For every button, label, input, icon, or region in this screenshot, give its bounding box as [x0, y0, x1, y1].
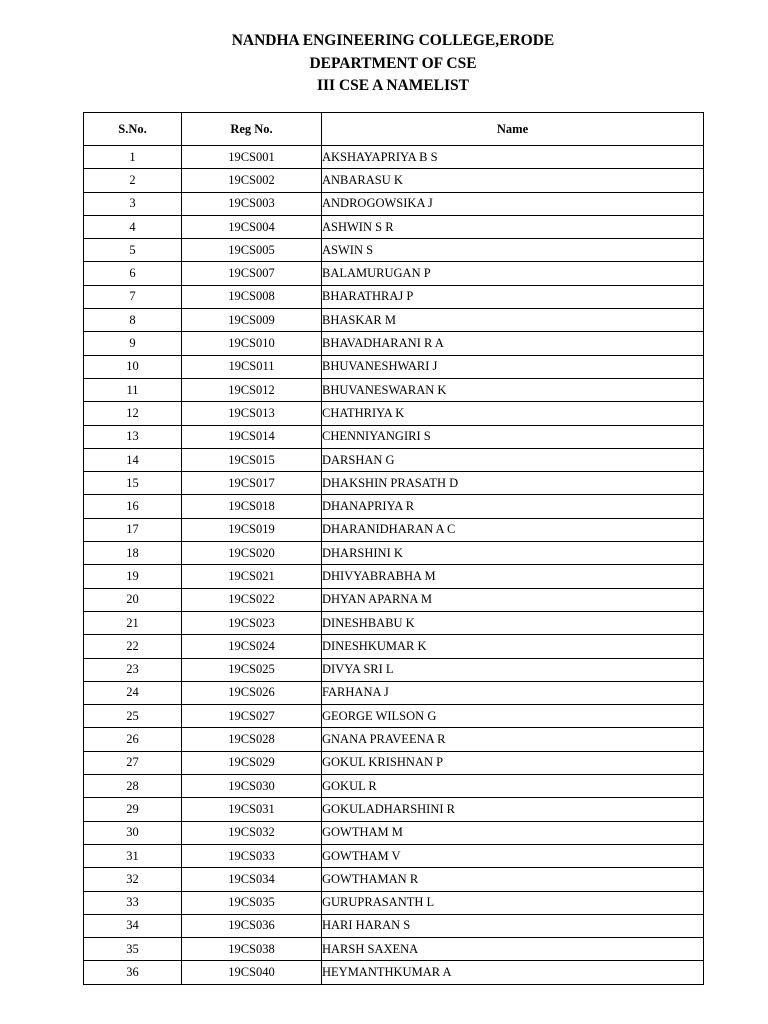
table-row — [84, 868, 704, 891]
department-name: DEPARTMENT OF CSE — [309, 54, 477, 72]
row-reg-no: 19CS011 — [182, 355, 322, 378]
table-row — [84, 588, 704, 611]
table-row — [84, 798, 704, 821]
row-sno: 35 — [84, 938, 182, 961]
row-reg-no: 19CS018 — [182, 495, 322, 518]
row-name: HARI HARAN S — [322, 914, 704, 937]
row-reg-no: 19CS002 — [182, 169, 322, 192]
table-row — [84, 751, 704, 774]
table-row — [84, 215, 704, 238]
table-row — [84, 448, 704, 471]
row-name: BHUVANESWARAN K — [322, 378, 704, 401]
namelist-title: III CSE A NAMELIST — [316, 77, 470, 94]
row-name: GNANA PRAVEENA R — [322, 728, 704, 751]
table-row — [84, 425, 704, 448]
row-sno: 14 — [84, 448, 182, 471]
row-reg-no: 19CS036 — [182, 914, 322, 937]
table-row — [84, 961, 704, 984]
row-sno: 15 — [84, 472, 182, 495]
table-row — [84, 146, 704, 169]
row-reg-no: 19CS021 — [182, 565, 322, 588]
row-name: CHATHRIYA K — [322, 402, 704, 425]
table-row — [84, 635, 704, 658]
row-sno: 16 — [84, 495, 182, 518]
row-name: DHANAPRIYA R — [322, 495, 704, 518]
row-reg-no: 19CS030 — [182, 775, 322, 798]
row-reg-no: 19CS001 — [182, 146, 322, 169]
row-sno: 27 — [84, 751, 182, 774]
row-reg-no: 19CS026 — [182, 681, 322, 704]
row-name: BALAMURUGAN P — [322, 262, 704, 285]
table-row — [84, 844, 704, 867]
row-reg-no: 19CS038 — [182, 938, 322, 961]
table-row — [84, 728, 704, 751]
row-reg-no: 19CS031 — [182, 798, 322, 821]
row-name: GOKUL KRISHNAN P — [322, 751, 704, 774]
row-name: GOWTHAM M — [322, 821, 704, 844]
row-reg-no: 19CS010 — [182, 332, 322, 355]
row-name: ASWIN S — [322, 239, 704, 262]
row-reg-no: 19CS015 — [182, 448, 322, 471]
row-name: DINESHBABU K — [322, 611, 704, 634]
row-name: GOKULADHARSHINI R — [322, 798, 704, 821]
row-reg-no: 19CS019 — [182, 518, 322, 541]
row-sno: 5 — [84, 239, 182, 262]
table-row — [84, 775, 704, 798]
row-sno: 18 — [84, 542, 182, 565]
row-sno: 11 — [84, 378, 182, 401]
table-row — [84, 169, 704, 192]
row-reg-no: 19CS004 — [182, 215, 322, 238]
table-row — [84, 565, 704, 588]
table-row — [84, 472, 704, 495]
row-name: DINESHKUMAR K — [322, 635, 704, 658]
table-row — [84, 262, 704, 285]
row-sno: 17 — [84, 518, 182, 541]
row-reg-no: 19CS009 — [182, 309, 322, 332]
row-name: DHIVYABRABHA M — [322, 565, 704, 588]
row-name: HARSH SAXENA — [322, 938, 704, 961]
row-reg-no: 19CS034 — [182, 868, 322, 891]
row-sno: 30 — [84, 821, 182, 844]
document-header — [0, 30, 768, 98]
row-reg-no: 19CS008 — [182, 285, 322, 308]
row-sno: 4 — [84, 215, 182, 238]
row-sno: 24 — [84, 681, 182, 704]
row-name: GOKUL R — [322, 775, 704, 798]
row-sno: 36 — [84, 961, 182, 984]
row-name: FARHANA J — [322, 681, 704, 704]
table-row — [84, 402, 704, 425]
row-reg-no: 19CS025 — [182, 658, 322, 681]
row-reg-no: 19CS035 — [182, 891, 322, 914]
row-sno: 32 — [84, 868, 182, 891]
row-reg-no: 19CS017 — [182, 472, 322, 495]
table-row — [84, 891, 704, 914]
row-sno: 19 — [84, 565, 182, 588]
row-sno: 9 — [84, 332, 182, 355]
row-sno: 3 — [84, 192, 182, 215]
table-row — [84, 332, 704, 355]
row-reg-no: 19CS027 — [182, 705, 322, 728]
table-body — [84, 146, 704, 985]
row-reg-no: 19CS029 — [182, 751, 322, 774]
row-sno: 22 — [84, 635, 182, 658]
column-header-name: Name — [322, 113, 704, 146]
row-reg-no: 19CS003 — [182, 192, 322, 215]
row-name: GOWTHAM V — [322, 844, 704, 867]
column-header-reg-no: Reg No. — [182, 113, 322, 146]
row-name: DIVYA SRI L — [322, 658, 704, 681]
row-name: BHASKAR M — [322, 309, 704, 332]
row-name: BHUVANESHWARI J — [322, 355, 704, 378]
row-reg-no: 19CS007 — [182, 262, 322, 285]
table-row — [84, 658, 704, 681]
row-name: CHENNIYANGIRI S — [322, 425, 704, 448]
table-row — [84, 309, 704, 332]
table-row — [84, 495, 704, 518]
row-sno: 28 — [84, 775, 182, 798]
row-name: ASHWIN S R — [322, 215, 704, 238]
row-name: GOWTHAMAN R — [322, 868, 704, 891]
row-sno: 34 — [84, 914, 182, 937]
table-row — [84, 705, 704, 728]
row-sno: 10 — [84, 355, 182, 378]
row-reg-no: 19CS013 — [182, 402, 322, 425]
table-row — [84, 611, 704, 634]
row-reg-no: 19CS022 — [182, 588, 322, 611]
college-name: NANDHA ENGINEERING COLLEGE,ERODE — [231, 32, 555, 49]
row-sno: 33 — [84, 891, 182, 914]
row-sno: 7 — [84, 285, 182, 308]
table-header-row — [84, 113, 704, 146]
table-row — [84, 239, 704, 262]
table-row — [84, 192, 704, 215]
row-sno: 2 — [84, 169, 182, 192]
row-reg-no: 19CS020 — [182, 542, 322, 565]
row-sno: 29 — [84, 798, 182, 821]
row-name: DHARSHINI K — [322, 542, 704, 565]
row-name: ANBARASU K — [322, 169, 704, 192]
row-reg-no: 19CS028 — [182, 728, 322, 751]
table-row — [84, 518, 704, 541]
row-name: DHAKSHIN PRASATH D — [322, 472, 704, 495]
student-namelist-table — [83, 112, 704, 985]
row-sno: 31 — [84, 844, 182, 867]
row-sno: 26 — [84, 728, 182, 751]
row-reg-no: 19CS040 — [182, 961, 322, 984]
row-reg-no: 19CS005 — [182, 239, 322, 262]
table-row — [84, 355, 704, 378]
row-sno: 8 — [84, 309, 182, 332]
table-row — [84, 681, 704, 704]
row-sno: 20 — [84, 588, 182, 611]
row-sno: 6 — [84, 262, 182, 285]
row-sno: 1 — [84, 146, 182, 169]
row-reg-no: 19CS024 — [182, 635, 322, 658]
row-name: BHARATHRAJ P — [322, 285, 704, 308]
row-reg-no: 19CS012 — [182, 378, 322, 401]
row-reg-no: 19CS014 — [182, 425, 322, 448]
row-reg-no: 19CS032 — [182, 821, 322, 844]
table-row — [84, 285, 704, 308]
table-row — [84, 542, 704, 565]
row-name: GURUPRASANTH L — [322, 891, 704, 914]
row-name: GEORGE WILSON G — [322, 705, 704, 728]
row-name: HEYMANTHKUMAR A — [322, 961, 704, 984]
column-header-sno: S.No. — [84, 113, 182, 146]
row-sno: 21 — [84, 611, 182, 634]
row-name: ANDROGOWSIKA J — [322, 192, 704, 215]
row-name: AKSHAYAPRIYA B S — [322, 146, 704, 169]
row-sno: 25 — [84, 705, 182, 728]
row-name: DHYAN APARNA M — [322, 588, 704, 611]
row-sno: 23 — [84, 658, 182, 681]
row-name: DARSHAN G — [322, 448, 704, 471]
table-row — [84, 938, 704, 961]
row-reg-no: 19CS023 — [182, 611, 322, 634]
row-name: BHAVADHARANI R A — [322, 332, 704, 355]
table-row — [84, 821, 704, 844]
table-row — [84, 914, 704, 937]
row-sno: 13 — [84, 425, 182, 448]
row-reg-no: 19CS033 — [182, 844, 322, 867]
table-row — [84, 378, 704, 401]
row-name: DHARANIDHARAN A C — [322, 518, 704, 541]
row-sno: 12 — [84, 402, 182, 425]
